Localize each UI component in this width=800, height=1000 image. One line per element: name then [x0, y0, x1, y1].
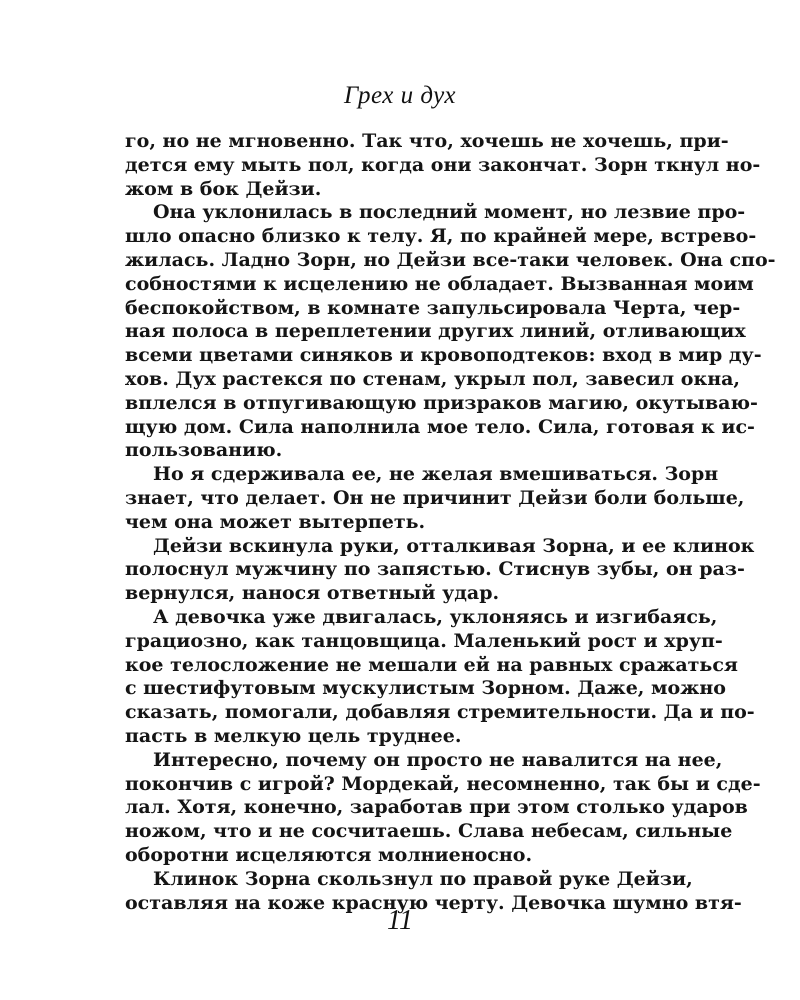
text-line: покончив с игрой? Мордекай, несомненно, так бы и сде-: [125, 772, 761, 795]
text-line: вернулся, нанося ответный удар.: [125, 582, 500, 605]
text-line: пользованию.: [125, 439, 283, 462]
text-line: чем она может вытерпеть.: [125, 510, 426, 533]
text-line: шло опасно близко к телу. Я, по крайней мере, встрево-: [125, 225, 757, 248]
text-line: беспокойством, в комнате запульсировала Черта, чер-: [125, 296, 741, 319]
text-line: оборотни исцеляются молниеносно.: [125, 843, 533, 866]
text-line: дется ему мыть пол, когда они закончат. Зорн ткнул но-: [125, 153, 761, 176]
text-line: полоснул мужчину по запястью. Стиснув зубы, он раз-: [125, 558, 745, 581]
running-header-title: Грех и дух: [343, 82, 457, 109]
text-line: жом в бок Дейзи.: [125, 177, 322, 200]
text-line: знает, что делает. Он не причинит Дейзи боли больше,: [125, 486, 745, 509]
text-line: хов. Дух растекся по стенам, укрыл пол, завесил окна,: [125, 367, 741, 390]
text-line: с шестифутовым мускулистым Зорном. Даже, можно: [125, 677, 726, 700]
text-line: Она уклонилась в последний момент, но лезвие про-: [153, 201, 746, 224]
text-line: пасть в мелкую цель труднее.: [125, 724, 462, 747]
text-line: кое телосложение не мешали ей на равных сражаться: [125, 653, 738, 676]
body-text: [125, 130, 776, 915]
text-line: сказать, помогали, добавляя стремительности. Да и по-: [125, 701, 755, 724]
text-line: щую дом. Сила наполнила мое тело. Сила, готовая к ис-: [125, 415, 755, 438]
text-line: го, но не мгновенно. Так что, хочешь не хочешь, при-: [125, 130, 729, 152]
text-line: грациозно, как танцовщица. Маленький рост и хруп-: [125, 629, 723, 652]
text-line: ная полоса в переплетении других линий, отливающих: [125, 320, 746, 343]
text-line: всеми цветами синяков и кровоподтеков: вход в мир ду-: [125, 344, 762, 367]
text-line: лал. Хотя, конечно, заработав при этом столько ударов: [125, 796, 748, 819]
text-line: вплелся в отпугивающую призраков магию, окутываю-: [125, 391, 758, 414]
text-line: Интересно, почему он просто не навалится на нее,: [153, 748, 723, 771]
text-line: собностями к исцелению не обладает. Вызванная моим: [125, 272, 754, 295]
text-line: Но я сдерживала ее, не желая вмешиваться. Зорн: [153, 463, 719, 486]
text-line: оставляя на коже красную черту. Девочка шумно втя-: [125, 891, 742, 914]
text-line: А девочка уже двигалась, уклоняясь и изгибаясь,: [153, 605, 718, 628]
text-line: Дейзи вскинула руки, отталкивая Зорна, и ее клинок: [153, 534, 755, 557]
text-line: Клинок Зорна скользнул по правой руке Дейзи,: [153, 867, 693, 890]
text-line: жилась. Ладно Зорн, но Дейзи все-таки человек. Она спо-: [125, 248, 776, 271]
page-number: 11: [387, 905, 413, 936]
text-line: ножом, что и не сосчитаешь. Слава небесам, сильные: [125, 820, 733, 843]
